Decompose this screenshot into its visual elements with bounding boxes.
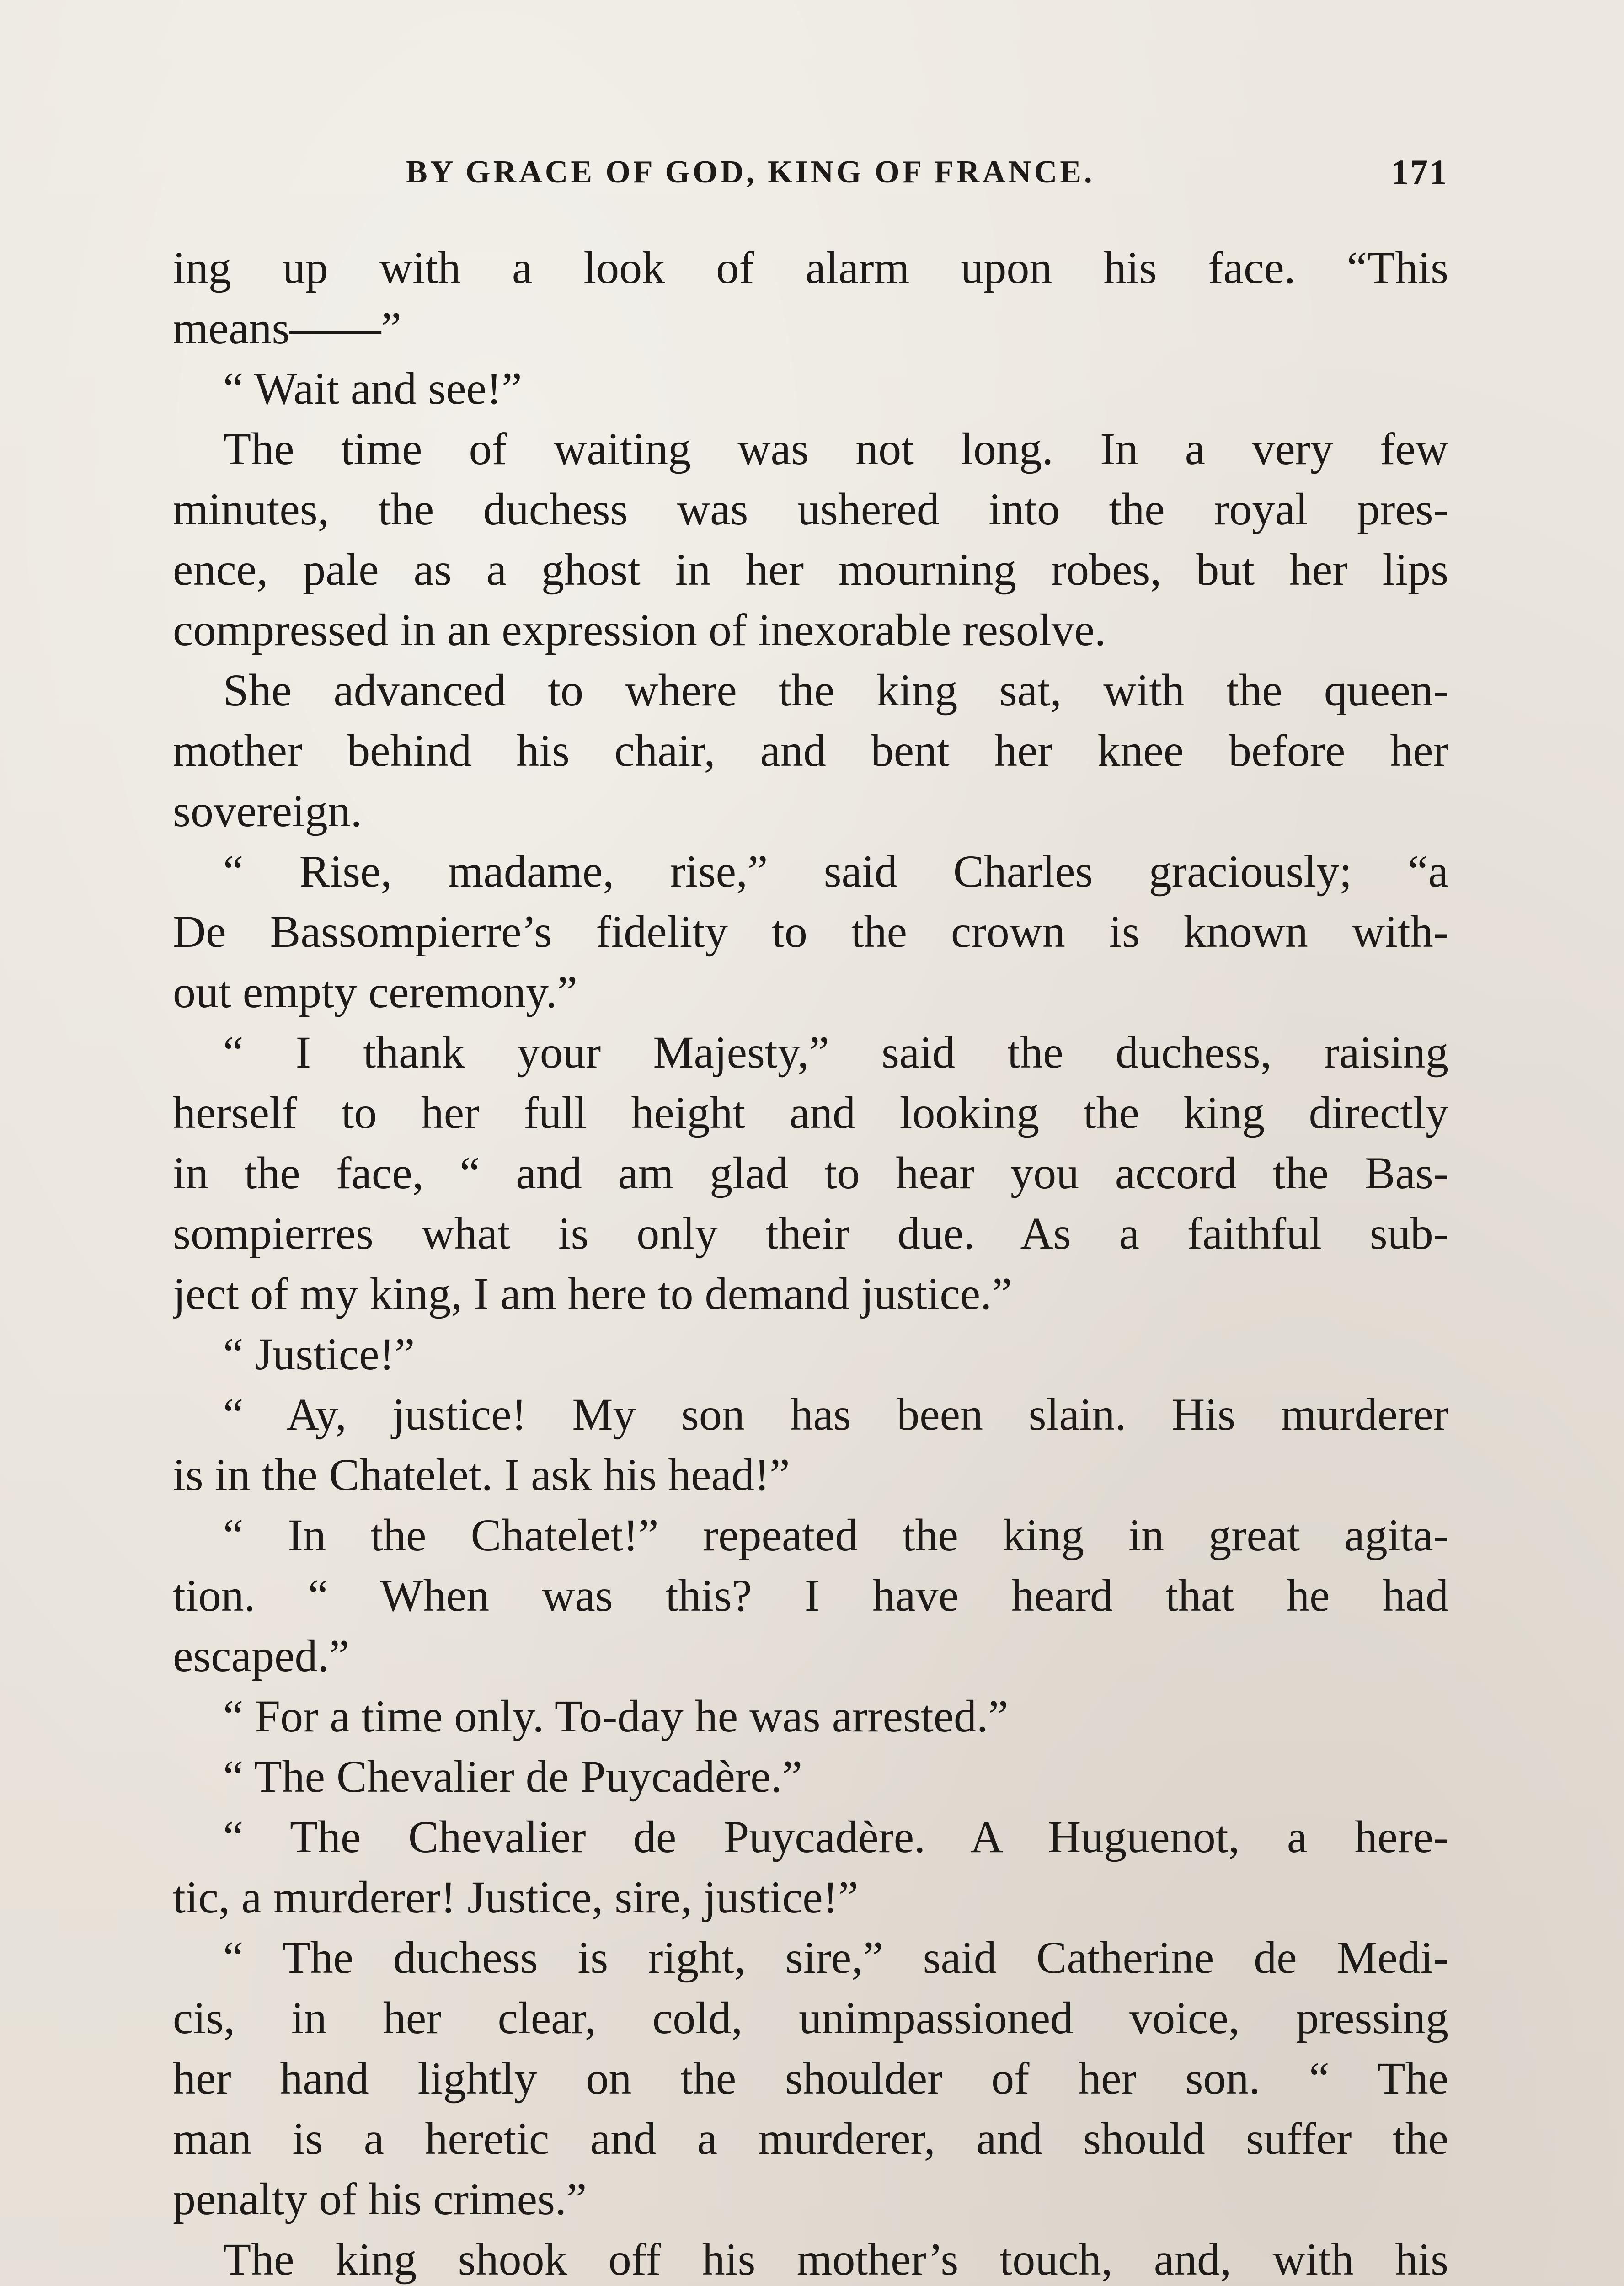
- text-line: The time of waiting was not long. In a very few: [223, 423, 1448, 474]
- text-line: ence, pale as a ghost in her mourning robes, but her lips: [173, 544, 1448, 595]
- text-line: sovereign.: [173, 785, 362, 836]
- text-line: De Bassompierre’s fidelity to the crown is known with-: [173, 906, 1448, 957]
- text-line: “ Justice!”: [223, 1329, 415, 1379]
- text-line: “ Ay, justice! My son has been slain. His murderer: [223, 1389, 1448, 1440]
- text-line: The king shook off his mother’s touch, and, with his: [223, 2234, 1448, 2285]
- text-line: means——”: [173, 303, 401, 353]
- text-line: tion. “ When was this? I have heard that he had: [173, 1570, 1448, 1621]
- text-line: sompierres what is only their due. As a faithful sub-: [173, 1208, 1448, 1259]
- text-line: penalty of his crimes.”: [173, 2174, 587, 2224]
- text-line: out empty ceremony.”: [173, 967, 577, 1017]
- text-line: herself to her full height and looking the king directly: [173, 1087, 1448, 1138]
- page-number: 171: [1391, 152, 1448, 192]
- text-line: in the face, “ and am glad to hear you accord the Bas-: [173, 1148, 1448, 1198]
- text-line: ing up with a look of alarm upon his face. “This: [173, 242, 1448, 293]
- text-line: is in the Chatelet. I ask his head!”: [173, 1449, 790, 1500]
- text-line: She advanced to where the king sat, with the queen-: [223, 665, 1448, 716]
- text-line: ject of my king, I am here to demand justice.”: [173, 1268, 1012, 1319]
- body-text: [173, 238, 1448, 2286]
- text-line: mother behind his chair, and bent her knee before her: [173, 725, 1448, 776]
- running-head: [173, 147, 1448, 198]
- text-line: “ The Chevalier de Puycadère.”: [223, 1751, 802, 1802]
- text-line: “ The Chevalier de Puycadère. A Huguenot, a here-: [223, 1811, 1448, 1862]
- text-line: cis, in her clear, cold, unimpassioned voice, pressing: [173, 1992, 1448, 2043]
- text-line: escaped.”: [173, 1630, 349, 1681]
- text-line: “ In the Chatelet!” repeated the king in great agita-: [223, 1510, 1448, 1560]
- running-title: BY GRACE OF GOD, KING OF FRANCE.: [406, 155, 1095, 190]
- text-line: “ The duchess is right, sire,” said Catherine de Medi-: [223, 1932, 1448, 1983]
- text-line: “ For a time only. To-day he was arrested.”: [223, 1691, 1009, 1741]
- text-line: “ Rise, madame, rise,” said Charles graciously; “a: [223, 846, 1448, 897]
- text-line: “ I thank your Majesty,” said the duchess, raising: [223, 1027, 1448, 1078]
- text-line: compressed in an expression of inexorable resolve.: [173, 604, 1106, 655]
- text-line: minutes, the duchess was ushered into the royal pres-: [173, 484, 1448, 534]
- text-line: her hand lightly on the shoulder of her son. “ The: [173, 2053, 1448, 2104]
- text-line: “ Wait and see!”: [223, 363, 522, 414]
- text-line: man is a heretic and a murderer, and should suffer the: [173, 2113, 1448, 2164]
- text-line: tic, a murderer! Justice, sire, justice!”: [173, 1872, 859, 1923]
